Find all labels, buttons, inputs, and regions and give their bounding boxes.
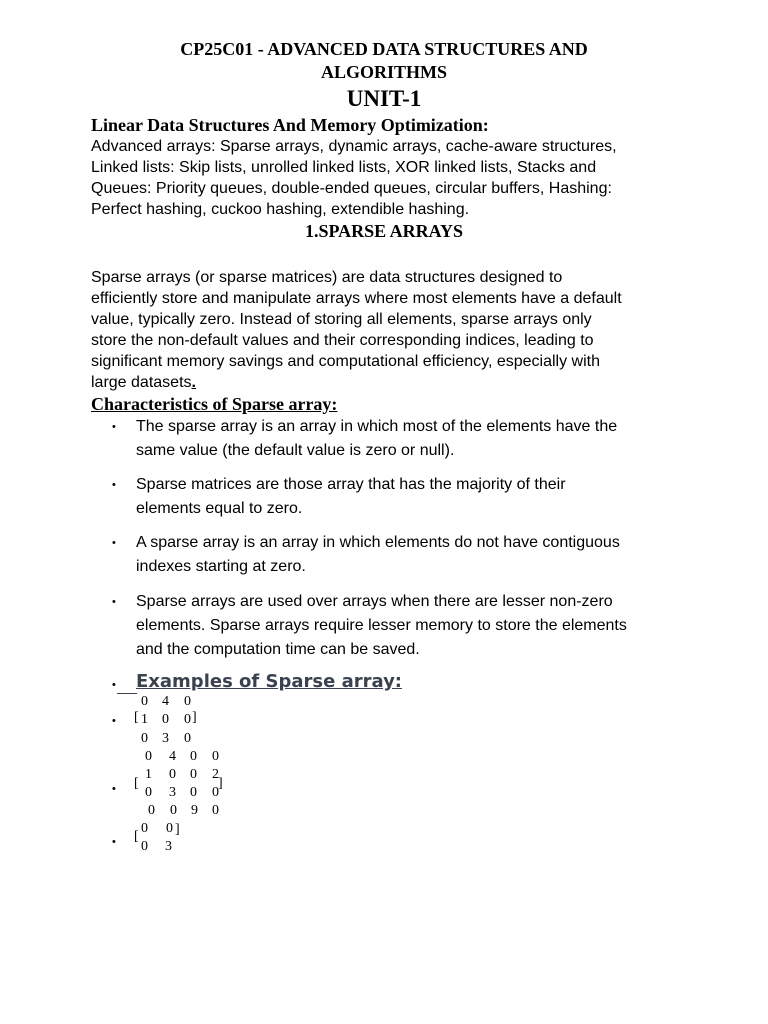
intro-period: .: [191, 374, 196, 391]
characteristics-heading: Characteristics of Sparse array:: [91, 394, 338, 414]
left-bracket: [: [134, 710, 139, 725]
matrix-1-cell: 0: [141, 694, 148, 709]
matrix-3-cell: 0: [141, 821, 148, 836]
characteristic-line: elements. Sparse arrays require lesser memory to store the elements: [136, 617, 627, 634]
characteristic-line: same value (the default value is zero or null).: [136, 442, 455, 459]
section-heading: Linear Data Structures And Memory Optimization:: [91, 115, 489, 135]
matrix-1-cell: 0: [184, 694, 191, 709]
bullet-icon: •: [112, 421, 116, 433]
matrix-2-cell: 0: [145, 749, 152, 764]
syllabus-line: Queues: Priority queues, double-ended queues, circular buffers, Hashing:: [91, 180, 612, 197]
matrix-2-cell: 3: [169, 785, 176, 800]
matrix-2-cell: 0: [212, 785, 219, 800]
document-title: [0, 38, 768, 84]
intro-line: Sparse arrays (or sparse matrices) are data structures designed to: [91, 269, 563, 286]
matrix-1-cell: 4: [162, 694, 169, 709]
intro-line: store the non-default values and their corresponding indices, leading to: [91, 332, 594, 349]
matrix-2-cell: 0: [190, 749, 197, 764]
characteristic-line: A sparse array is an array in which elements do not have contiguous: [136, 534, 620, 551]
matrix-1-cell: 0: [184, 731, 191, 746]
matrix-2-cell: 9: [191, 803, 198, 818]
bullet-icon: •: [112, 679, 116, 691]
matrix-2-cell: 4: [169, 749, 176, 764]
matrix-2-cell: 0: [212, 749, 219, 764]
underline-lead: [117, 693, 137, 694]
matrix-3-cell: 3: [165, 839, 172, 854]
right-bracket: ]: [175, 822, 180, 837]
bullet-icon: •: [112, 715, 116, 727]
bullet-icon: •: [112, 479, 116, 491]
intro-paragraph: [91, 267, 691, 393]
matrix-2-cell: 0: [169, 767, 176, 782]
right-bracket: ]: [192, 710, 197, 725]
matrix-1-cell: 0: [184, 712, 191, 727]
matrix-2-cell: 0: [148, 803, 155, 818]
characteristic-line: and the computation time can be saved.: [136, 641, 420, 658]
characteristic-line: Sparse arrays are used over arrays when there are lesser non-zero: [136, 593, 613, 610]
characteristic-line: The sparse array is an array in which most of the elements have the: [136, 418, 618, 435]
characteristic-item: [136, 473, 696, 521]
intro-line: significant memory savings and computational efficiency, especially with: [91, 353, 600, 370]
matrix-2-cell: 0: [190, 767, 197, 782]
characteristic-item: [136, 590, 696, 662]
matrix-2-cell: 0: [212, 803, 219, 818]
characteristic-line: Sparse matrices are those array that has the majority of their: [136, 476, 566, 493]
characteristic-item: [136, 415, 696, 463]
examples-heading: Examples of Sparse array:: [136, 671, 403, 692]
bullet-icon: •: [112, 596, 116, 608]
left-bracket: [: [134, 829, 139, 844]
bullet-icon: •: [112, 836, 116, 848]
matrix-1-cell: 1: [141, 712, 148, 727]
right-bracket: ]: [218, 776, 223, 791]
syllabus-line: Perfect hashing, cuckoo hashing, extendible hashing.: [91, 201, 470, 218]
intro-line-last: [91, 372, 691, 393]
left-bracket: [: [134, 776, 139, 791]
matrix-2-cell: 2: [212, 767, 219, 782]
matrix-2-cell: 0: [190, 785, 197, 800]
matrix-1-cell: 0: [162, 712, 169, 727]
characteristic-line: indexes starting at zero.: [136, 558, 306, 575]
matrix-2-cell: 0: [170, 803, 177, 818]
title-line-2: ALGORITHMS: [320, 62, 448, 82]
matrix-1-cell: 3: [162, 731, 169, 746]
intro-line: value, typically zero. Instead of storing all elements, sparse arrays only: [91, 311, 592, 328]
unit-heading: UNIT-1: [346, 86, 422, 111]
intro-line: efficiently store and manipulate arrays where most elements have a default: [91, 290, 622, 307]
intro-line: large datasets: [91, 374, 192, 391]
syllabus-line: Linked lists: Skip lists, unrolled linked lists, XOR linked lists, Stacks and: [91, 159, 597, 176]
bullet-icon: •: [112, 537, 116, 549]
matrix-3-cell: 0: [141, 839, 148, 854]
bullet-icon: •: [112, 783, 116, 795]
title-line-1: CP25C01 - ADVANCED DATA STRUCTURES AND: [180, 39, 588, 59]
matrix-2-cell: 1: [145, 767, 152, 782]
characteristic-line: elements equal to zero.: [136, 500, 303, 517]
topic-heading: 1.SPARSE ARRAYS: [304, 221, 464, 241]
matrix-2-cell: 0: [145, 785, 152, 800]
syllabus-paragraph: [91, 136, 691, 220]
matrix-1-cell: 0: [141, 731, 148, 746]
syllabus-line: Advanced arrays: Sparse arrays, dynamic arrays, cache-aware structures,: [91, 138, 617, 155]
matrix-3-cell: 0: [166, 821, 173, 836]
characteristic-item: [136, 531, 696, 579]
